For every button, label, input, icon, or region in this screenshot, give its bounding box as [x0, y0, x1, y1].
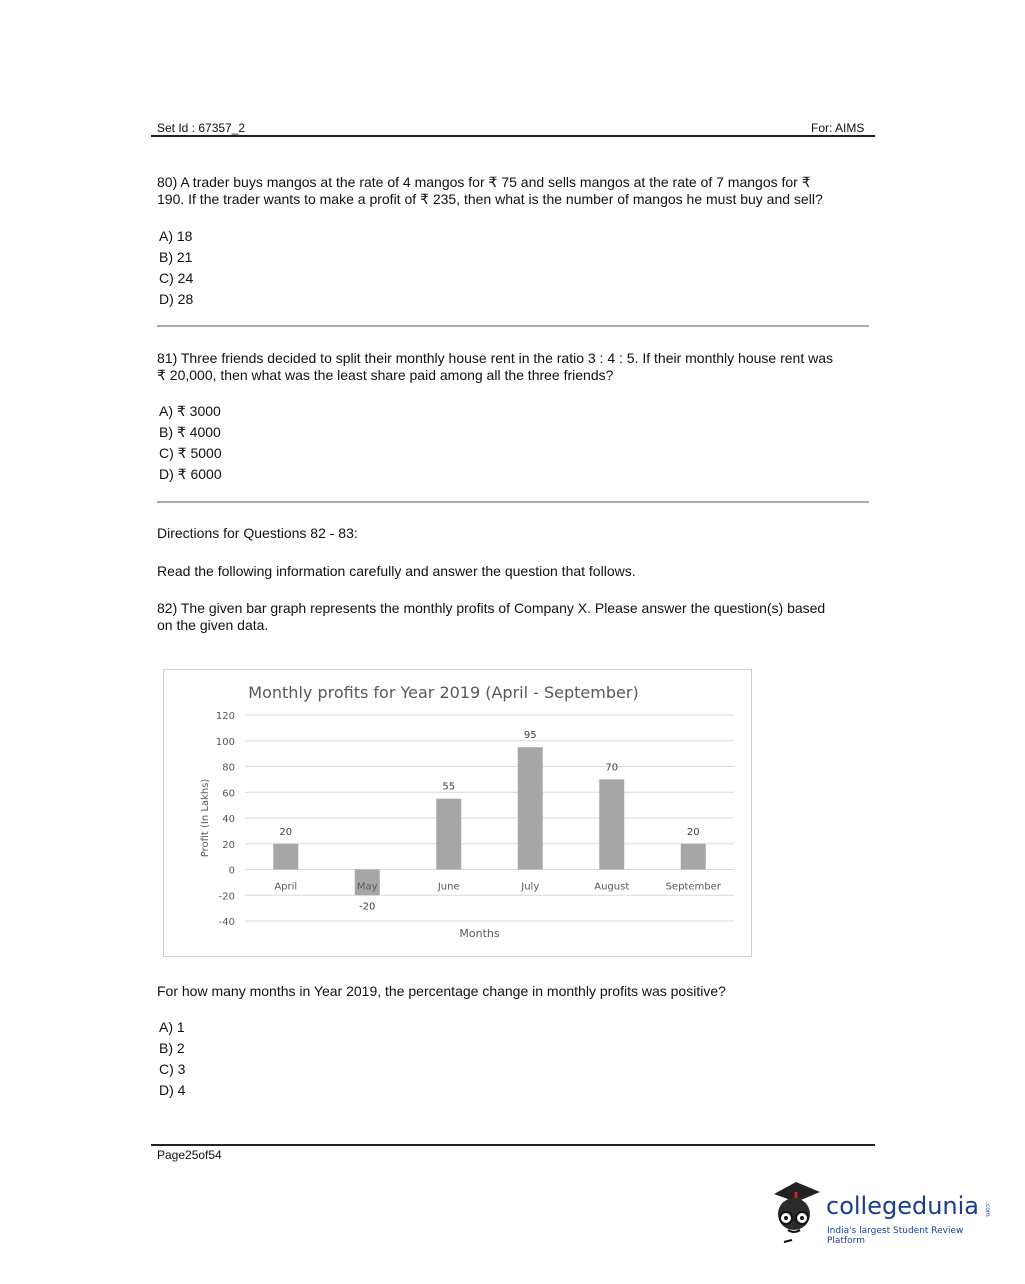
data-label: -20	[359, 901, 376, 913]
y-tick-label: 100	[215, 736, 235, 748]
question-80-options	[159, 226, 193, 310]
x-axis-label: Months	[459, 927, 500, 940]
directions-text: Read the following information carefully and answer the question that follows.	[157, 563, 636, 579]
question-82-line-2: on the given data.	[157, 617, 269, 633]
x-tick-label: August	[594, 881, 630, 893]
y-tick-label: 20	[222, 839, 235, 851]
question-82	[157, 600, 877, 634]
option-c: C) 3	[159, 1061, 186, 1077]
bar	[599, 779, 624, 869]
data-label: 55	[442, 781, 456, 793]
question-81-line-1: 81) Three friends decided to split their monthly house rent in the ratio 3 : 4 : 5. If their monthly house rent was	[157, 350, 833, 366]
bar-chart	[163, 669, 752, 957]
x-tick-label: July	[521, 881, 540, 893]
x-tick-label: September	[665, 881, 721, 893]
page-number: Page25of54	[157, 1148, 222, 1162]
question-81	[157, 350, 877, 384]
option-b: B) 2	[159, 1040, 185, 1056]
mascot-icon	[766, 1176, 826, 1244]
directions-title: Directions for Questions 82 - 83:	[157, 525, 358, 541]
separator	[157, 501, 869, 503]
set-id: Set Id : 67357_2	[157, 121, 246, 135]
option-b: B) 21	[159, 249, 193, 265]
question-80-line-2: 190. If the trader wants to make a profit of ₹ 235, then what is the number of mangos he must buy and sell?	[157, 191, 823, 207]
option-b: B) ₹ 4000	[159, 424, 221, 440]
option-d: D) 28	[159, 291, 194, 307]
option-a: A) 18	[159, 228, 193, 244]
data-label: 70	[605, 762, 619, 774]
exam-name: For: AIMS	[811, 121, 865, 135]
bar	[273, 844, 298, 870]
chart-title: Monthly profits for Year 2019 (April - September)	[248, 683, 639, 702]
option-d: D) ₹ 6000	[159, 466, 222, 482]
data-label: 20	[686, 826, 700, 838]
y-tick-label: -20	[218, 891, 235, 903]
bar	[518, 747, 543, 869]
question-80	[157, 174, 877, 208]
x-tick-label: April	[274, 881, 298, 893]
logo-name: collegedunia	[826, 1192, 980, 1220]
header-rule	[151, 135, 875, 137]
y-tick-label: -40	[218, 917, 235, 928]
option-c: C) ₹ 5000	[159, 445, 222, 461]
option-d: D) 4	[159, 1082, 186, 1098]
question-81-options	[159, 401, 222, 485]
bar	[681, 844, 706, 870]
y-tick-label: 80	[222, 762, 235, 774]
footer-rule	[151, 1144, 875, 1146]
y-tick-label: 40	[222, 814, 235, 825]
option-a: A) 1	[159, 1019, 185, 1035]
logo-tagline: India's largest Student Review Platform	[827, 1226, 964, 1246]
x-tick-label: June	[437, 881, 460, 893]
option-a: A) ₹ 3000	[159, 403, 221, 419]
y-tick-label: 0	[228, 865, 235, 877]
question-82-line-1: 82) The given bar graph represents the monthly profits of Company X. Please answer the question(s) based	[157, 600, 826, 616]
chart-svg	[164, 670, 751, 956]
y-tick-label: 60	[222, 788, 235, 800]
question-82-prompt: For how many months in Year 2019, the percentage change in monthly profits was positive?	[157, 983, 726, 999]
y-tick-label: 120	[215, 711, 235, 722]
option-c: C) 24	[159, 270, 194, 286]
data-label: 95	[523, 730, 537, 742]
separator	[157, 325, 869, 327]
y-axis-label: Profit (In Lakhs)	[200, 778, 211, 858]
question-81-line-2: ₹ 20,000, then what was the least share paid among all the three friends?	[157, 367, 614, 383]
collegedunia-logo	[766, 1176, 996, 1246]
bar	[436, 799, 461, 870]
logo-com: .com	[984, 1202, 991, 1217]
question-80-line-1: 80) A trader buys mangos at the rate of 4 mangos for ₹ 75 and sells mangos at the rate of 7 mangos for ₹	[157, 174, 811, 190]
x-tick-label: May	[356, 881, 378, 893]
data-label: 20	[279, 826, 293, 838]
question-82-options	[159, 1017, 185, 1101]
